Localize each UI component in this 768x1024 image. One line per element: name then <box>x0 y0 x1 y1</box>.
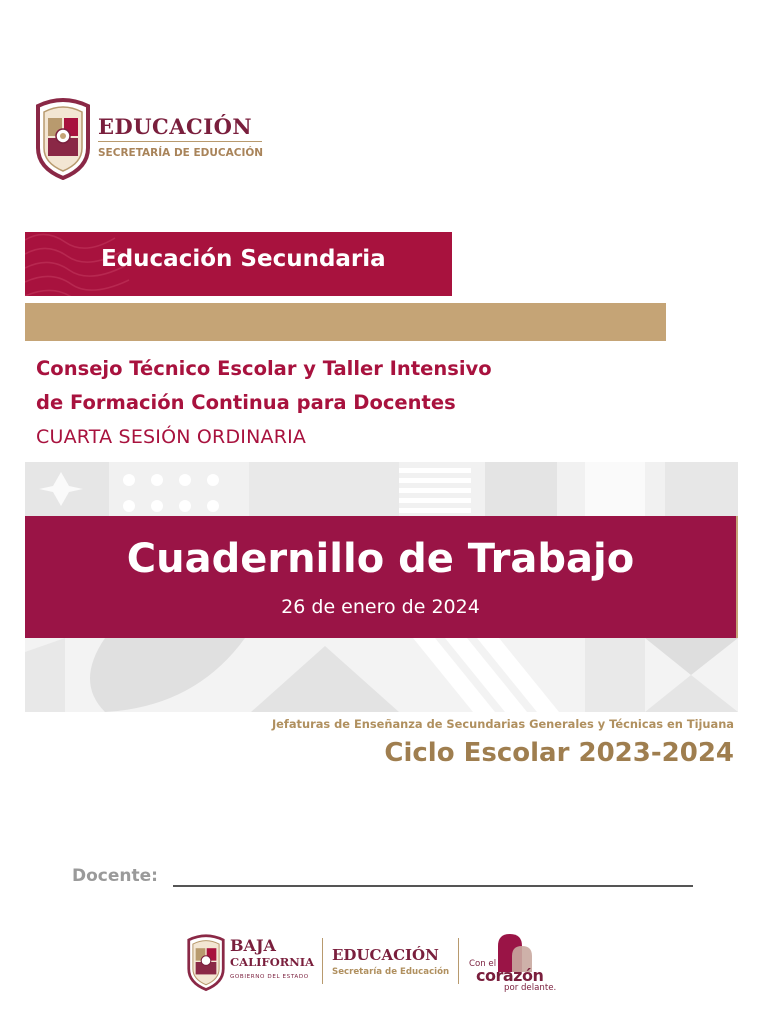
council-title-line-1: Consejo Técnico Escolar y Taller Intensivo <box>36 357 492 380</box>
header-logo <box>34 96 274 180</box>
teacher-name-line <box>173 885 693 887</box>
coat-of-arms-icon <box>34 96 92 180</box>
council-title-line-2: de Formación Continua para Docentes <box>36 391 456 414</box>
school-cycle: Ciclo Escolar 2023-2024 <box>384 738 734 768</box>
education-subtitle: Secretaría de Educación <box>332 967 450 977</box>
state-name-line-2: CALIFORNIA <box>230 955 315 969</box>
offices-line: Jefaturas de Enseñanza de Secundarias Generales y Técnicas en Tijuana <box>271 717 734 731</box>
slogan-line-3: por delante. <box>504 983 557 993</box>
footer-divider <box>322 938 323 984</box>
campaign-logo <box>466 932 562 994</box>
workbook-title: Cuadernillo de Trabajo <box>126 536 635 582</box>
footer-logos <box>186 930 566 996</box>
workbook-date: 26 de enero de 2024 <box>281 596 480 618</box>
gold-divider-bar <box>25 303 666 341</box>
teacher-label: Docente: <box>72 866 158 886</box>
workbook-banner <box>25 516 738 638</box>
level-title: Educación Secundaria <box>101 246 386 272</box>
level-banner <box>25 232 452 296</box>
brand-divider <box>98 141 262 142</box>
education-name: EDUCACIÓN <box>332 946 439 964</box>
slogan-line-1: Con el <box>469 959 497 969</box>
state-name-line-1: BAJA <box>230 936 276 955</box>
brand-title: EDUCACIÓN <box>98 114 253 139</box>
coat-of-arms-icon <box>186 932 226 992</box>
session-name: CUARTA SESIÓN ORDINARIA <box>36 426 307 448</box>
state-government: GOBIERNO DEL ESTADO <box>230 974 309 980</box>
slogan-line-2: corazón <box>476 966 544 985</box>
brand-subtitle: SECRETARÍA DE EDUCACIÓN <box>98 147 264 159</box>
footer-divider <box>458 938 459 984</box>
